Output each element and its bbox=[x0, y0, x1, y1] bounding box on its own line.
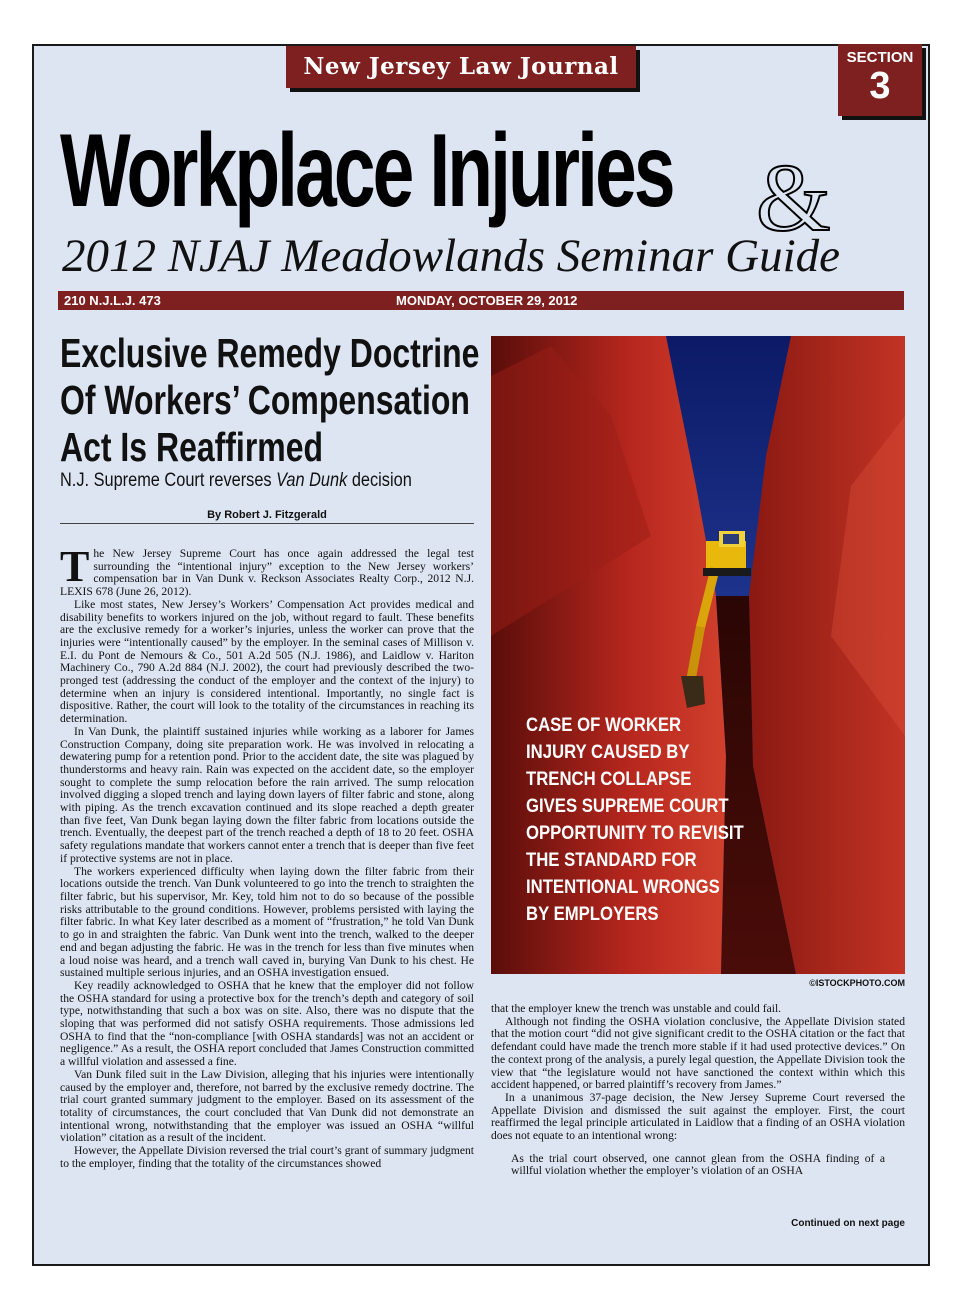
caption-line: INTENTIONAL WRONGS bbox=[526, 877, 720, 898]
citation: 210 N.J.L.J. 473 bbox=[64, 293, 161, 308]
headline-line: Exclusive Remedy Doctrine bbox=[60, 330, 480, 376]
continued-link[interactable]: Continued on next page bbox=[791, 1218, 905, 1229]
article-paragraph: However, the Appellate Division reversed the trial court’s grant of summary judgment to the employer, finding that the totality of the circumstances showed bbox=[60, 1144, 474, 1170]
caption-line: OPPORTUNITY TO REVISIT bbox=[526, 823, 744, 844]
section-label: SECTION bbox=[846, 49, 914, 66]
title-ampersand: & bbox=[756, 144, 831, 251]
caption-line: TRENCH COLLAPSE bbox=[526, 769, 692, 790]
dek-text: N.J. Supreme Court reverses bbox=[60, 470, 277, 491]
section-number: 3 bbox=[869, 65, 891, 107]
dek-case-name: Van Dunk bbox=[276, 470, 348, 491]
article-column-right bbox=[491, 1003, 905, 1178]
article-paragraph: that the employer knew the trench was unstable and could fail. bbox=[491, 1002, 782, 1015]
headline-line: Of Workers’ Compensation bbox=[60, 377, 470, 423]
caption-line: CASE OF WORKER bbox=[526, 715, 682, 736]
caption-line: INJURY CAUSED BY bbox=[526, 742, 690, 763]
byline-divider bbox=[60, 523, 474, 524]
article-headline bbox=[60, 330, 479, 471]
section-badge bbox=[838, 44, 922, 116]
caption-line: BY EMPLOYERS bbox=[526, 904, 659, 925]
article-paragraph: Like most states, New Jersey’s Workers’ Compensation Act provides medical and disability benefits to workers injured on the job, without regard to fault. These benefits are the exclusive remedy for a worker’s injuries, unless the worker can prove that the injuries were “intentionally caused” by the employer. In the seminal cases of Millison v. E.I. du Pont de Nemours & Co., 501 A.2d 505 (N.J. 1986), and Laidlow v. Hariton Machinery Co., 790 A.2d 884 (N.J. 2002), the court had previously described the two-pronged test (addressing the conduct of the employer and the context of the injury) to determine when an injury is considered intentional. Importantly, no single fact is dispositive. Rather, the court will look to the totality of the circumstances in reaching its determination. bbox=[60, 597, 474, 726]
article-paragraph: Although not finding the OSHA violation conclusive, the Appellate Division stated that the motion court “did not give significant credit to the OSHA citation or the fact that defendant could have made the trench more stable if it had used protective devices.” On the context prong of the analysis, a purely legal question, the Appellate Division took the view that “the legislature would not have sanctioned the context within which this accident happened, or barred plaintiff’s recovery from James.” bbox=[491, 1014, 905, 1092]
caption-line: THE STANDARD FOR bbox=[526, 850, 697, 871]
article-paragraph: In Van Dunk, the plaintiff sustained injuries while working as a laborer for James Construction Company, doing site preparation work. He was involved in relocating a dewatering pump for a retention pond. Prior to the accident date, the site was plagued by thunderstorms and heavy rain. Rain was expected on the accident date, so the employer sought to complete the sump relocation before the rain arrived. The sump relocation involved digging a sloped trench and laying down layers of filter fabric and stone, along with piping. As the trench excavation continued and its slope reached a depth greater than five feet, Van Dunk began laying down the filter fabric from locations outside the trench. Eventually, the deepest part of the trench reached a depth of 18 to 20 feet. OSHA safety regulations mandate that workers cannot enter a trench that is deeper than five feet if protective systems are not in place. bbox=[60, 724, 474, 865]
masthead-banner: New Jersey Law Journal bbox=[286, 46, 636, 88]
block-quote: As the trial court observed, one cannot glean from the OSHA finding of a willful violation whether the employer’s violation of an OSHA bbox=[511, 1151, 885, 1178]
headline-line: Act Is Reaffirmed bbox=[60, 424, 324, 470]
article-paragraph: Key readily acknowledged to OSHA that he knew that the employer did not follow the OSHA standard for using a protective box for the trench’s depth and category of soil type, notwithstanding that such a box was on site. Also, there was no dispute that the sloping that was performed did not satisfy OSHA requirements. Those admissions led OSHA to find that the “non-compliance [with OSHA standards] was not an accident or negligence.” As a result, the OSHA report concluded that James Construction committed a willful violation and assessed a fine. bbox=[60, 978, 474, 1069]
article-paragraph: The workers experienced difficulty when laying down the filter fabric from their locations outside the trench. Van Dunk volunteered to go into the trench to straighten the filter fabric, but his supervisor, Mr. Key, told him not to do so because of the possible risks attributable to the ground conditions. However, problems persisted with laying the filter fabric. In what Key later described as a moment of “frustration,” he told Van Dunk to go in and straighten the fabric. Van Dunk went into the trench, walked to the deeper end and began adjusting the fabric. He was in the trench for less than five minutes when a loud noise was heard, and a trench wall caved in, burying Van Dunk to his chest. He sustained multiple serious injuries, and an OSHA investigation ensued. bbox=[60, 864, 474, 980]
article-paragraph: In a unanimous 37-page decision, the New Jersey Supreme Court reversed the Appellate Division and dismissed the suit against the employer. First, the court reaffirmed the legal principle articulated in Laidlow that a finding of an OSHA violation does not equate to an intentional wrong: bbox=[491, 1090, 905, 1143]
date-bar bbox=[58, 291, 904, 310]
drop-cap: T bbox=[60, 542, 90, 591]
article-paragraph: Van Dunk filed suit in the Law Division, alleging that his injuries were intentionally caused by the employer and, therefore, not barred by the exclusive remedy doctrine. The trial court granted summary judgment to the employer. Based on its assessment of the totality of circumstances, the court concluded that Van Dunk did not demonstrate an intentional wrong, notwithstanding that the employer was issued an OSHA “willful violation” citation as a result of the incident. bbox=[60, 1067, 474, 1145]
photo-caption bbox=[526, 712, 744, 928]
byline: By Robert J. Fitzgerald bbox=[207, 509, 327, 521]
article-dek bbox=[60, 470, 412, 492]
issue-date: MONDAY, OCTOBER 29, 2012 bbox=[396, 293, 578, 308]
photo-credit: ©ISTOCKPHOTO.COM bbox=[809, 978, 905, 988]
article-column-left bbox=[60, 542, 474, 1170]
caption-line: GIVES SUPREME COURT bbox=[526, 796, 729, 817]
page-title: Workplace Injuries bbox=[60, 113, 673, 229]
page-subtitle: 2012 NJAJ Meadowlands Seminar Guide bbox=[62, 230, 841, 282]
article-paragraph: The New Jersey Supreme Court has once again addressed the legal test surrounding the “intentional injury” exception to the New Jersey workers’ compensation bar in Van Dunk v. Reckson Associates Realty Corp., 2012 N.J. LEXIS 678 (June 26, 2012). bbox=[60, 542, 474, 599]
dek-text: decision bbox=[347, 470, 412, 491]
